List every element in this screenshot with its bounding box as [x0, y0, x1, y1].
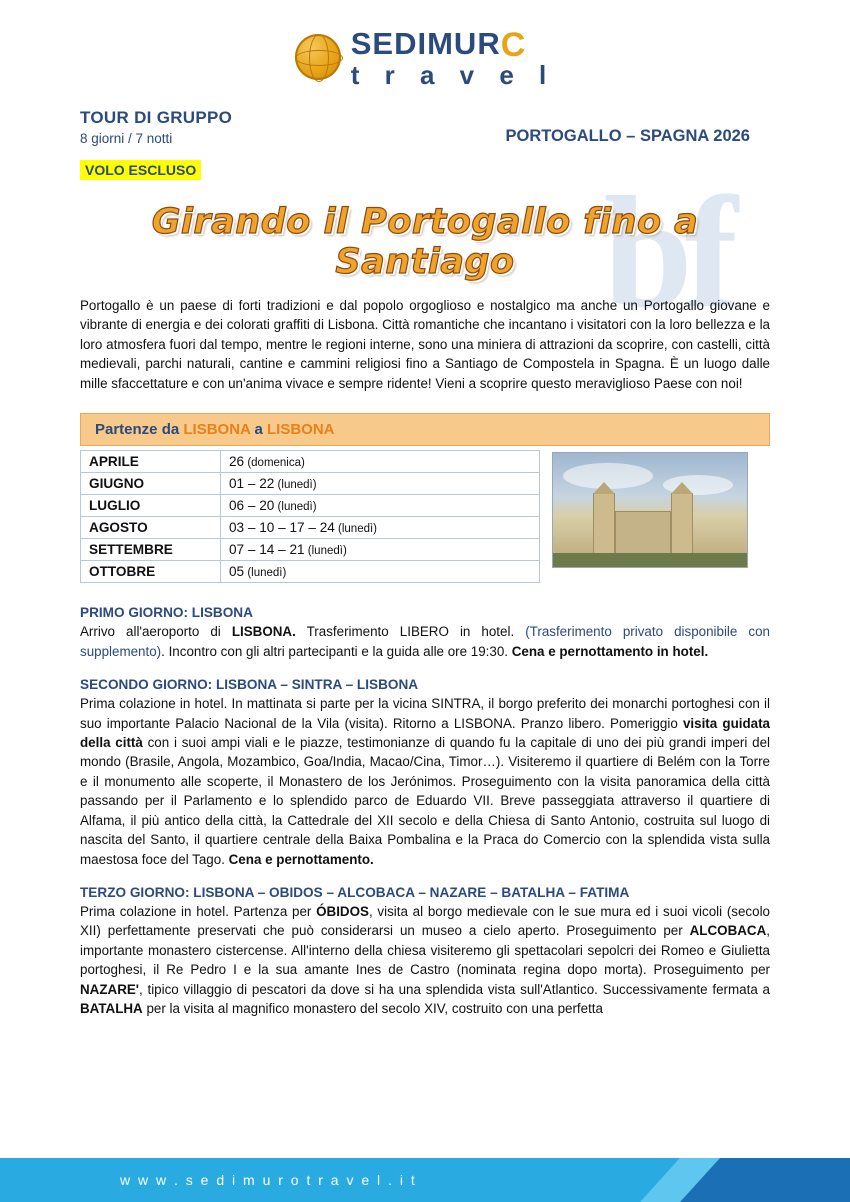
itinerary-day-body: Prima colazione in hotel. In mattinata si parte per la vicina SINTRA, il borgo preferito dei monarchi portoghesi con il suo importante Palacio Nacional de la Vila (visita). Ritorno a LISBONA. Pranzo libero. Pomeriggio visita guidata della città con i suoi ampi viali e le piazze, testimonianze di quando fu la capitale di uno dei più grandi imperi del mondo (Brasile, Angola, Mozambico, Goa/India, Macao/Cina, Timor…). Visiteremo il quartiere di Belém con la Torre e il monumento alle scoperte, il Monastero de los Jerónimos. Proseguimento con la visita panoramica della città passando per il Parlamento e lo splendido parco de Eduardo VII. Breve passeggiata attraverso il quartiere di Alfama, il più antico della città, la Cattedrale del XII secolo e della Chiesa di Santo Antonio, costruita sul luogo di nascita del Santo, il quartiere centrale della Baixa Pombalina e la Praca do Comercio con la splendida vista sulla maestosa foce del Tago. Cena e pernottamento.	[80, 696, 771, 867]
departure-day-of-week: (lunedì)	[274, 479, 317, 492]
departures-mid: a	[250, 421, 268, 439]
departure-day-of-week: (lunedì)	[304, 545, 347, 558]
table-row	[81, 473, 540, 495]
departure-day-of-week: (lunedì)	[244, 567, 287, 580]
departure-dates	[221, 561, 540, 583]
departure-dates	[221, 539, 540, 561]
globe-icon	[295, 34, 341, 80]
departure-month: GIUGNO	[81, 473, 221, 495]
brand-accent-letter: C	[500, 26, 527, 64]
departure-dates-value: 07 – 14 – 21	[229, 542, 305, 558]
header-row	[80, 108, 770, 146]
flight-excluded-badge: VOLO ESCLUSO	[80, 160, 201, 180]
table-row	[81, 451, 540, 473]
departure-month: APRILE	[81, 451, 221, 473]
departure-dates-value: 26	[229, 454, 245, 470]
departure-dates	[221, 517, 540, 539]
tour-type-title: TOUR DI GRUPPO	[80, 108, 233, 127]
brand-tagline: t r a v e l	[350, 60, 556, 90]
departure-dates-value: 01 – 22	[229, 476, 275, 492]
departure-month: OTTOBRE	[81, 561, 221, 583]
page-title: Girando il Portogallo fino a Santiago	[151, 202, 699, 282]
itinerary-day-body: Prima colazione in hotel. Partenza per ÓBIDOS, visita al borgo medievale con le sue mura ed i suoi vicoli (secolo XII) perfettamente preservati che può considerarsi un museo a cielo aperto. Proseguimento per ALCOBACA, importante monastero cistercense. All'interno della chiesa visiteremo gli spettacolari sepolcri dei Romeo e Giulietta portoghesi, il Re Pedro I e la sua amante Ines de Castro (nominata regina dopo morta). Proseguimento per NAZARE', tipico villaggio di pescatori da dove si ha una splendida vista sull'Atlantico. Successivamente fermata a BATALHA per la visita al magnifico monastero del secolo XIV, costruito con una perfetta	[80, 904, 770, 1017]
departure-day-of-week: (domenica)	[244, 457, 305, 470]
departure-dates-value: 03 – 10 – 17 – 24	[229, 520, 335, 536]
itinerary-day-title: TERZO GIORNO: LISBONA – OBIDOS – ALCOBACA – NAZARE – BATALHA – FATIMA	[80, 885, 630, 900]
background-watermark: bf	[603, 163, 730, 341]
destination-year: PORTOGALLO – SPAGNA 2026	[505, 127, 750, 145]
departure-day-of-week: (lunedì)	[334, 523, 378, 536]
table-row	[81, 561, 540, 583]
departures-area	[80, 450, 770, 583]
footer-bar	[0, 1158, 850, 1202]
tour-duration: 8 giorni / 7 notti	[80, 131, 173, 146]
departures-to-city: LISBONA	[267, 421, 335, 439]
santiago-cathedral-photo	[552, 452, 748, 568]
itinerary-day-title: SECONDO GIORNO: LISBONA – SINTRA – LISBONA	[80, 677, 419, 693]
departures-from-city: LISBONA	[183, 421, 251, 439]
brand-name-text: SEDIMUR	[350, 26, 501, 61]
intro-paragraph: Portogallo è un paese di forti tradizioni e dal popolo orgoglioso e nostalgico ma anche un Portogallo giovane e vibrante di energia e dei colorati graffiti di Lisbona. Città romantiche che incantano i visitatori con la loro bellezza e la loro atmosfera fuori dal tempo, mentre le regioni interne, sono una miniera di attrazioni da scoprire, con castelli, città medievali, parchi naturali, cantine e cammini religiosi fino a Santiago de Compostela in Spagna. È un luogo dalle mille sfaccettature e con un'anima vivace e sempre ridente! Vieni a scoprire questo meraviglioso Paese con noi!	[80, 298, 770, 391]
departure-dates	[221, 451, 540, 473]
table-row	[81, 495, 540, 517]
itinerary-section	[80, 605, 770, 1018]
itinerary-day-body: Arrivo all'aeroporto di LISBONA. Trasferimento LIBERO in hotel. (Trasferimento privato disponibile con supplemento). Incontro con gli altri partecipanti e la guida alle ore 19:30. Cena e pernottamento in hotel.	[80, 624, 770, 659]
departure-dates-value: 06 – 20	[229, 498, 275, 514]
brand-name	[350, 26, 556, 64]
departure-month: SETTEMBRE	[81, 539, 221, 561]
departures-table	[80, 450, 540, 583]
departure-month: AGOSTO	[81, 517, 221, 539]
itinerary-day-title: PRIMO GIORNO: LISBONA	[80, 605, 253, 621]
table-row	[81, 517, 540, 539]
brand-logo	[80, 0, 770, 94]
departure-dates	[221, 473, 540, 495]
departure-dates-value: 05	[229, 564, 245, 580]
table-row	[81, 539, 540, 561]
departure-day-of-week: (lunedì)	[274, 501, 317, 514]
footer-website: w w w . s e d i m u r o t r a v e l . i t	[120, 1172, 417, 1188]
departure-month: LUGLIO	[81, 495, 221, 517]
departure-dates	[221, 495, 540, 517]
departures-prefix: Partenze da	[95, 421, 184, 439]
departures-header	[80, 413, 770, 446]
